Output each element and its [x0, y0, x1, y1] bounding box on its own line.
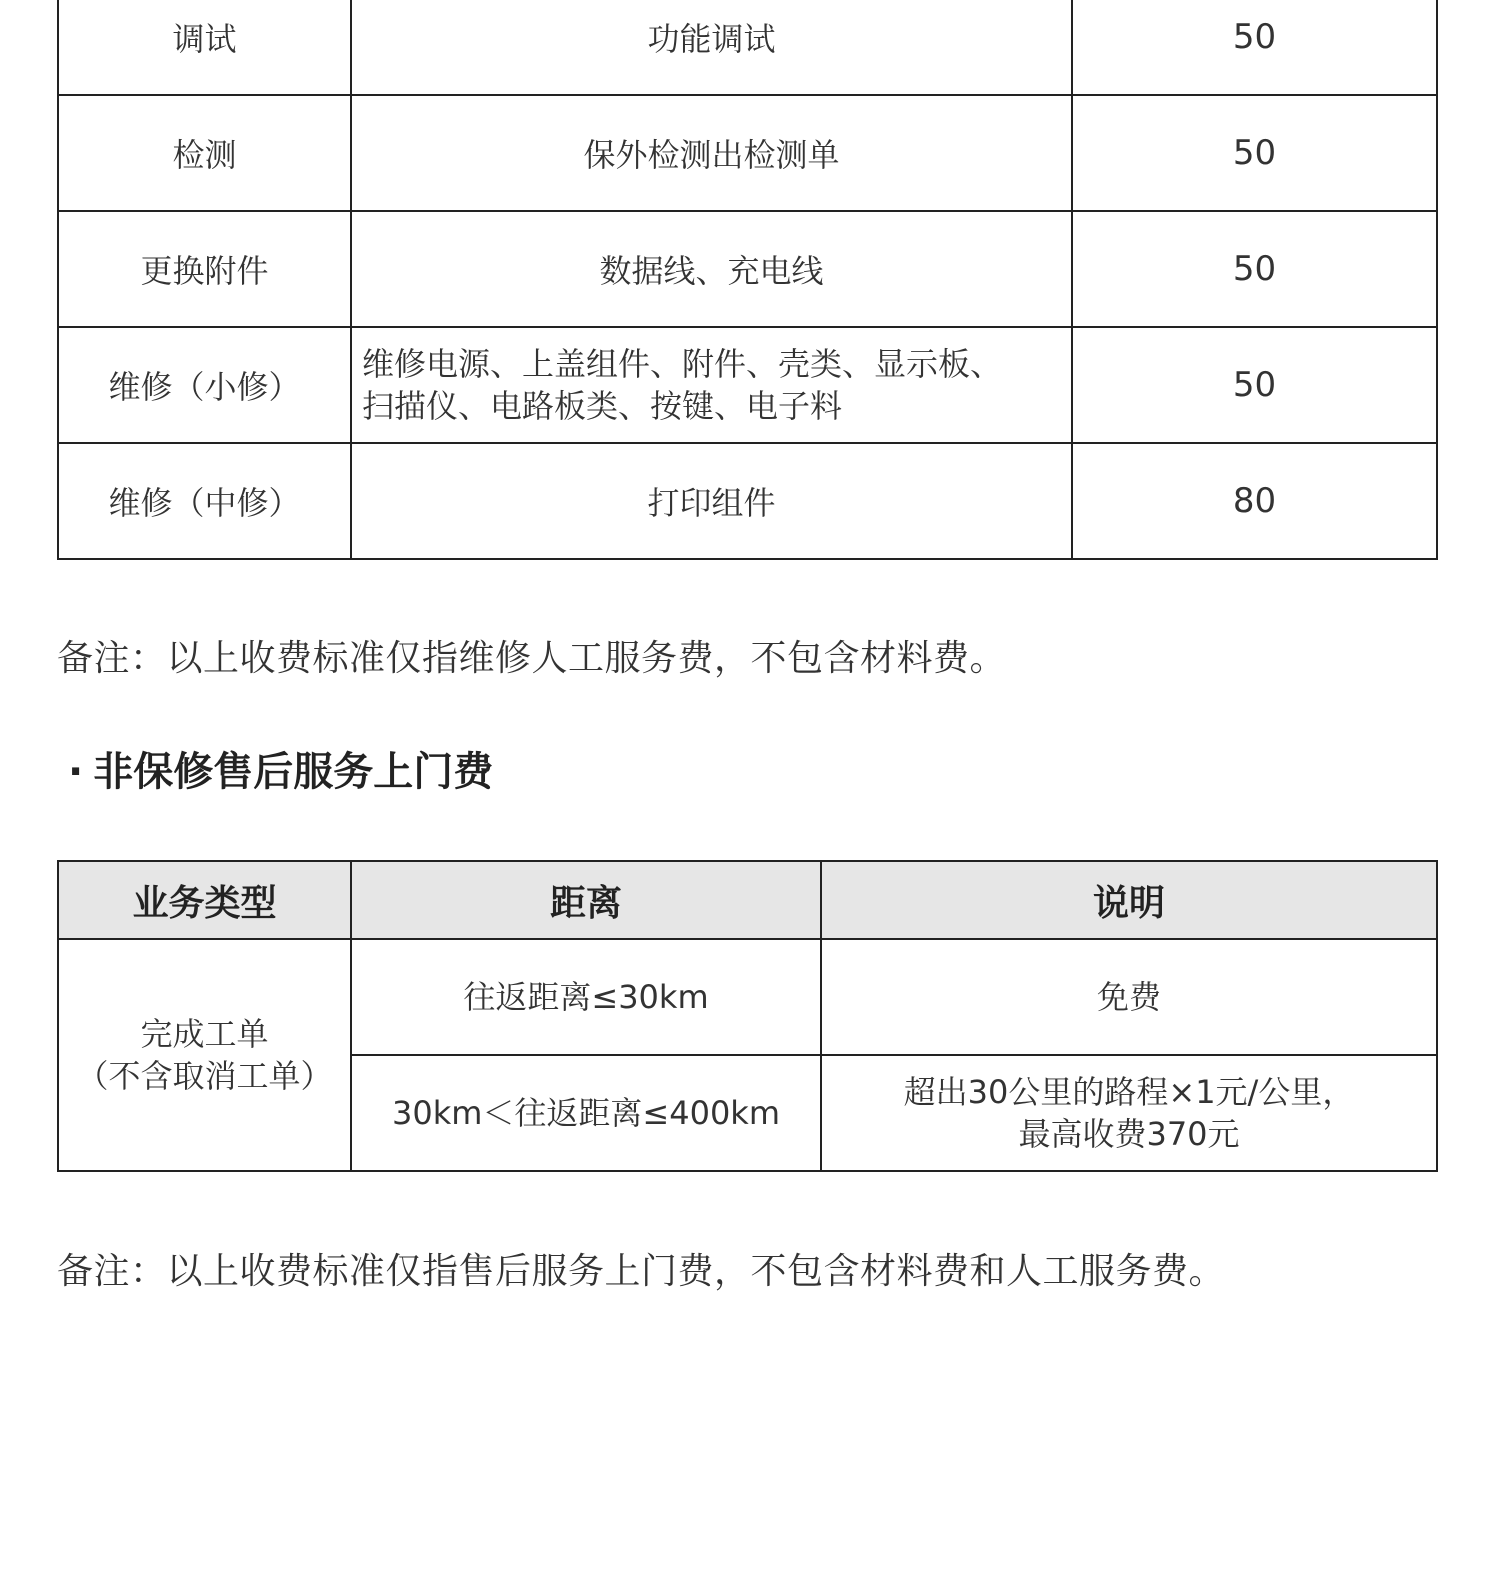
- service-content-cell: 数据线、充电线: [351, 211, 1072, 327]
- service-content-cell: 保外检测出检测单: [351, 95, 1072, 211]
- distance-cell: 往返距离≤30km: [351, 939, 821, 1055]
- table-row: [58, 95, 1437, 211]
- distance-cell: 30km＜往返距离≤400km: [351, 1055, 821, 1171]
- table-header-row: [58, 861, 1437, 939]
- visit-fee-table: [57, 860, 1438, 1172]
- description-cell: 免费: [821, 939, 1437, 1055]
- table-row: [58, 443, 1437, 559]
- service-type-cell: 检测: [58, 95, 351, 211]
- bullet-dot: ·: [68, 749, 84, 795]
- price-cell: 50: [1072, 211, 1437, 327]
- repair-fee-note: 备注：以上收费标准仅指维修人工服务费，不包含材料费。: [57, 638, 1007, 679]
- description-cell: [821, 1055, 1437, 1171]
- service-content-line: 扫描仪、电路板类、按键、电子料: [362, 387, 843, 425]
- service-type-cell: 维修（中修）: [58, 443, 351, 559]
- service-content-cell: 打印组件: [351, 443, 1072, 559]
- description-line: 超出30公里的路程×1元/公里，: [903, 1073, 1355, 1111]
- business-type-line: （不含取消工单）: [76, 1057, 333, 1095]
- column-header-distance: 距离: [351, 861, 821, 939]
- section-heading: [68, 740, 493, 797]
- service-content-cell: [351, 327, 1072, 443]
- repair-fee-table: [57, 0, 1438, 560]
- table-row: [58, 211, 1437, 327]
- service-type-cell: 更换附件: [58, 211, 351, 327]
- business-type-line: 完成工单: [140, 1015, 269, 1053]
- price-cell: 50: [1072, 327, 1437, 443]
- service-content-line: 维修电源、上盖组件、附件、壳类、显示板、: [362, 345, 1003, 383]
- price-cell: 50: [1072, 0, 1437, 95]
- description-line: 最高收费370元: [1018, 1115, 1240, 1153]
- service-type-cell: 调试: [58, 0, 351, 95]
- business-type-cell: [58, 939, 351, 1171]
- service-content-cell: 功能调试: [351, 0, 1072, 95]
- table-row: [58, 939, 1437, 1055]
- price-cell: 50: [1072, 95, 1437, 211]
- table-row: [58, 0, 1437, 95]
- visit-fee-note: 备注：以上收费标准仅指售后服务上门费，不包含材料费和人工服务费。: [57, 1251, 1226, 1292]
- service-type-cell: 维修（小修）: [58, 327, 351, 443]
- section-title: 非保修售后服务上门费: [93, 749, 494, 795]
- column-header-business-type: 业务类型: [58, 861, 351, 939]
- price-cell: 80: [1072, 443, 1437, 559]
- table-row: [58, 327, 1437, 443]
- column-header-description: 说明: [821, 861, 1437, 939]
